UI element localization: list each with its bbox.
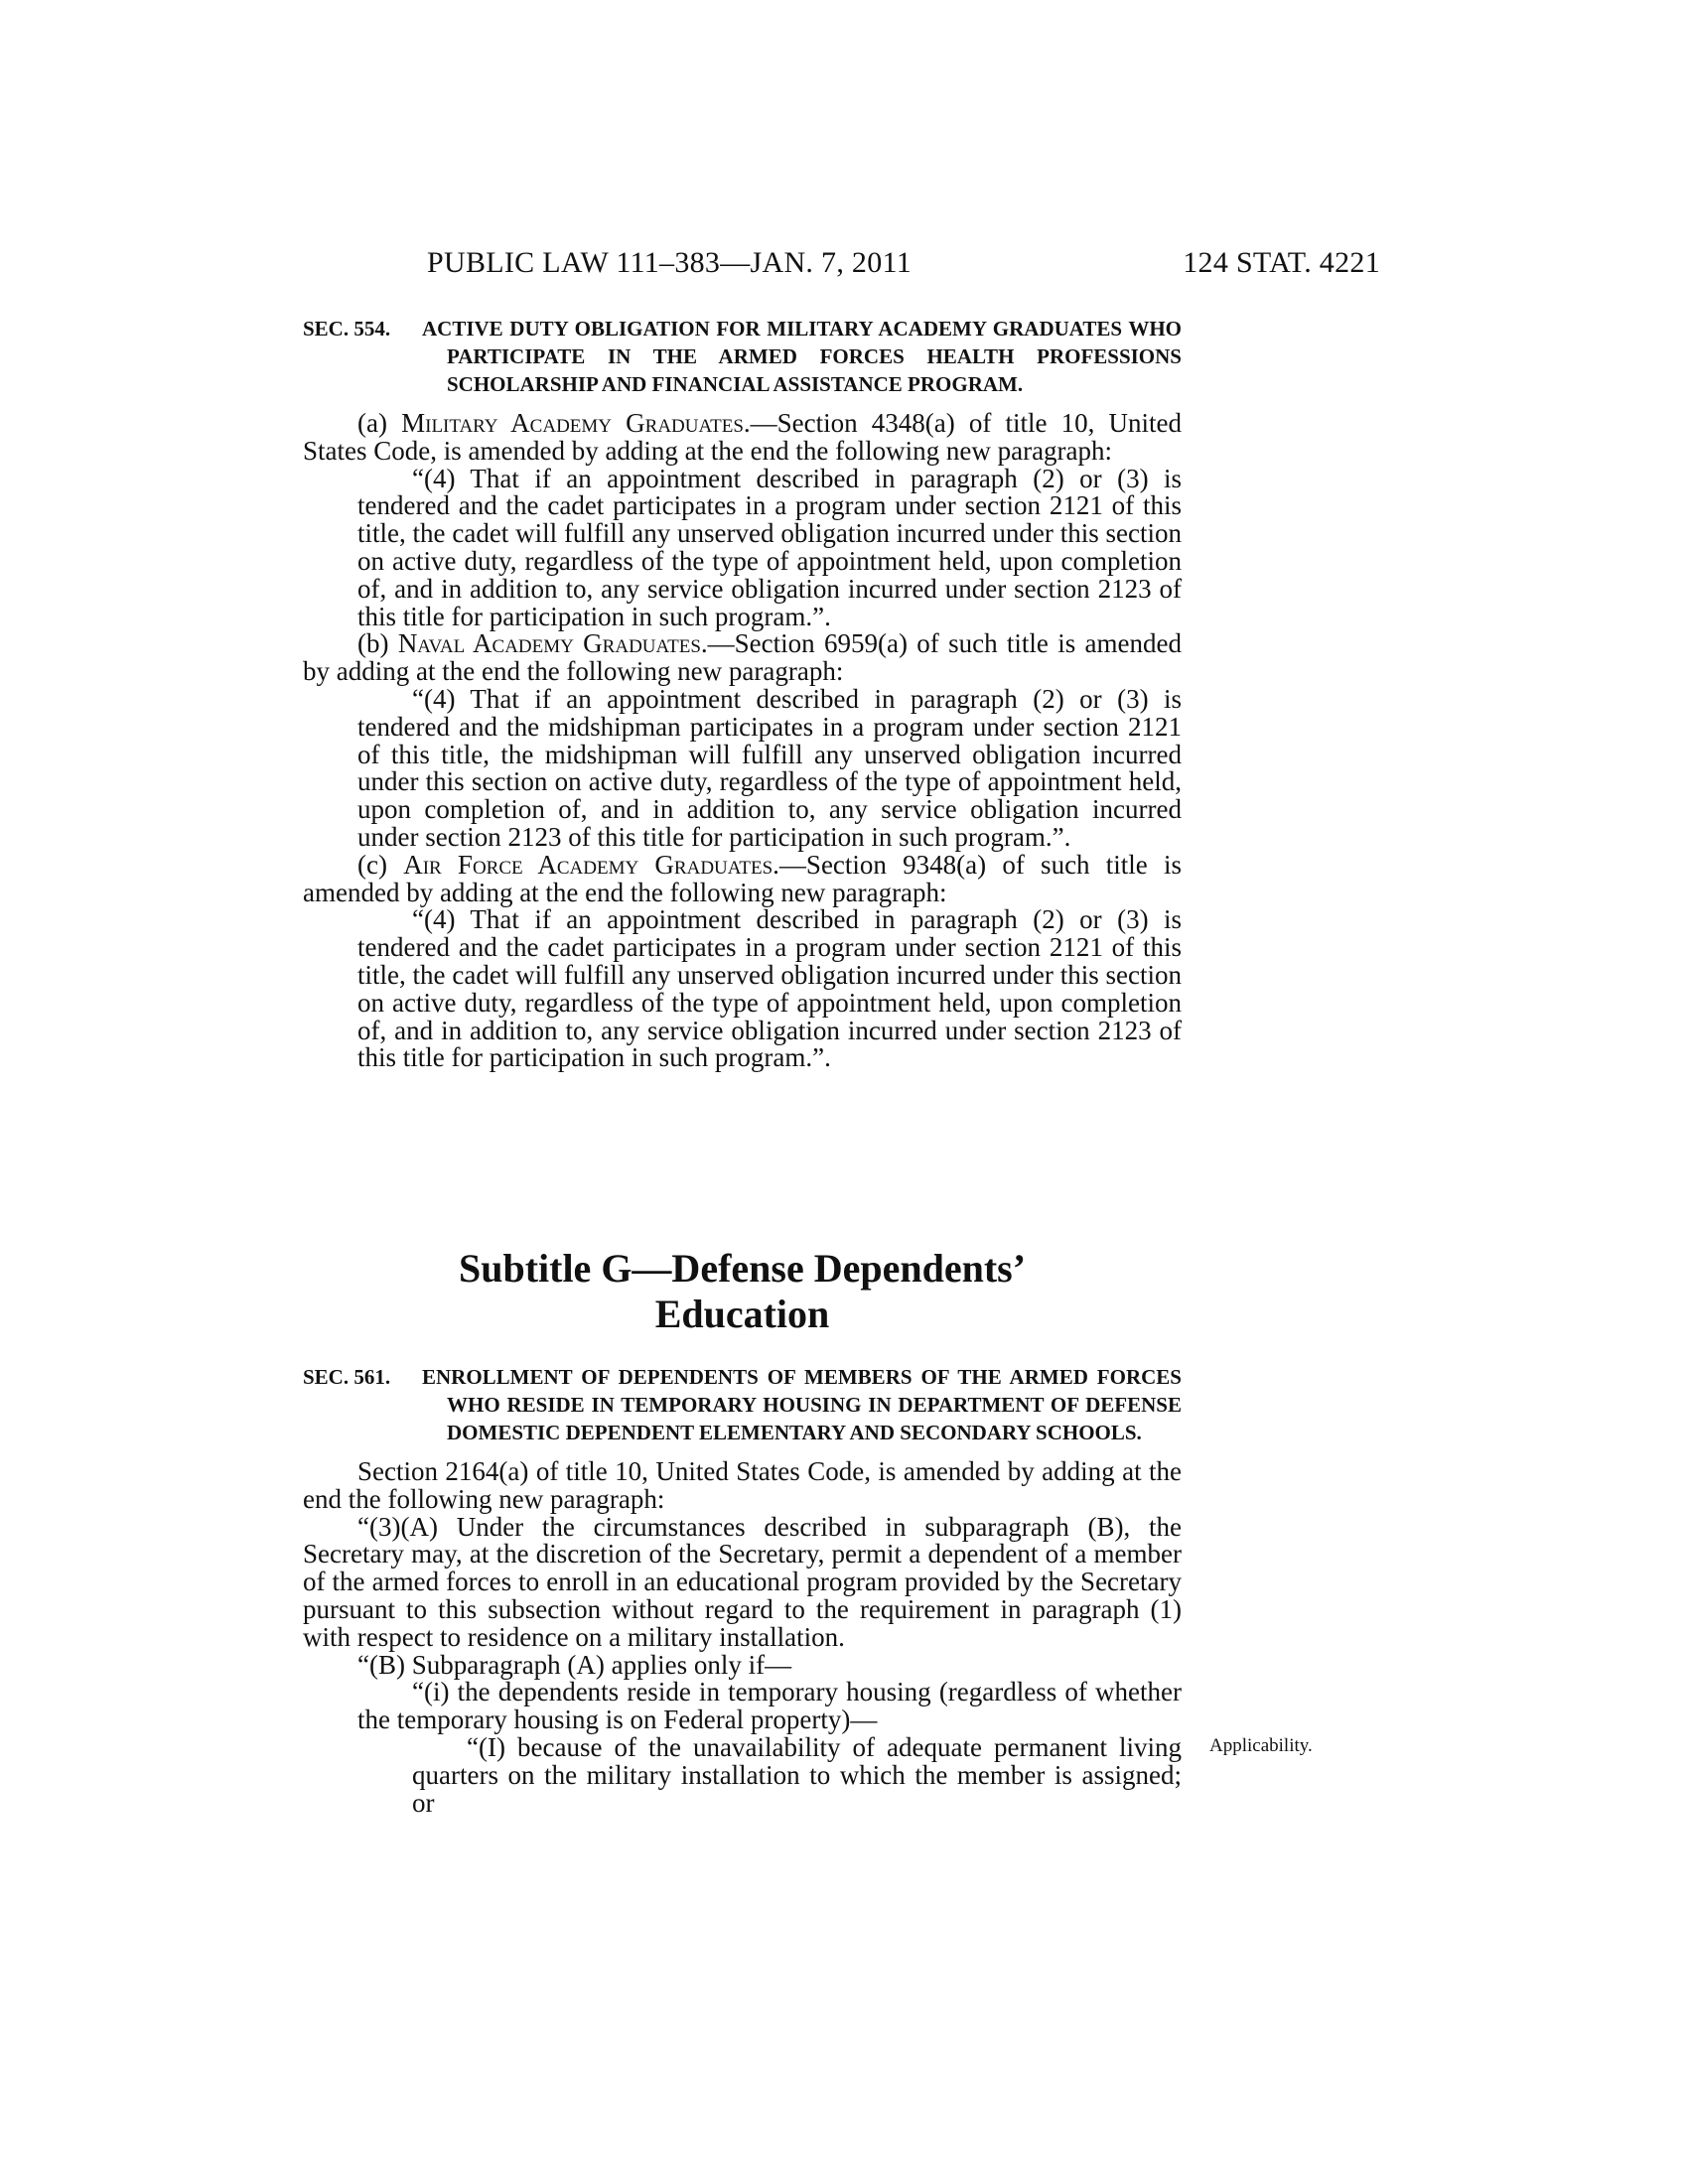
section-561-intro: Section 2164(a) of title 10, United States Code, is amended by adding at the end the following new paragraph: <box>303 1456 1182 1514</box>
subparagraph-B: “(B) Subparagraph (A) applies only if— <box>357 1649 792 1680</box>
subsection-a-quoted-paragraph: “(4) That if an appointment described in paragraph (2) or (3) is tendered and the cadet participates in a program under section 2121 of this title, the cadet will fulfill any unserved obligation incurred under this section on active duty, regardless of the type of appointment held, upon completion of, and in addition to, any service obligation incurred under section 2123 of this title for participation in such program.”. <box>357 463 1182 631</box>
subsection-c <box>303 849 1183 907</box>
subsection-b-heading: Naval Academy Graduates. <box>397 628 708 659</box>
section-554-heading <box>303 315 1182 398</box>
section-554-title: ACTIVE DUTY OBLIGATION FOR MILITARY ACADEMY GRADUATES WHO PARTICIPATE IN THE ARMED FORCES HEALTH PROFESSIONS SCHOLARSHIP AND FINANCIAL ASSISTANCE PROGRAM. <box>422 317 1182 396</box>
paragraph-3A: “(3)(A) Under the circumstances described in subparagraph (B), the Secretary may, at the discretion of the Secretary, permit a dependent of a member of the armed forces to enroll in an educational program provided by the Secretary pursuant to this subsection without regard to the requirement in paragraph (1) with respect to residence on a military installation. <box>303 1511 1182 1652</box>
section-554-number: SEC. 554. <box>303 317 391 341</box>
running-head <box>427 246 1380 286</box>
subsection-a-text: —Section 4348(a) of title 10, United States Code, is amended by adding at the end the following new paragraph: <box>303 408 1183 466</box>
subsection-a <box>303 410 1182 466</box>
section-561-number: SEC. 561. <box>303 1365 391 1389</box>
subclause-I: “(I) because of the unavailability of adequate permanent living quarters on the military installation to which the member is assigned; or <box>412 1731 1182 1818</box>
clause-i: “(i) the dependents reside in temporary housing (regardless of whether the temporary housing is on Federal property)— <box>357 1677 1182 1735</box>
subsection-a-heading: Military Academy Graduates. <box>401 408 751 438</box>
subsection-a-label: (a) <box>357 408 387 438</box>
subsection-b-label: (b) <box>357 628 389 659</box>
section-554 <box>303 315 1182 1072</box>
section-561 <box>303 1363 1182 1817</box>
subtitle-line-1: Subtitle G—Defense Dependents’ <box>458 1246 1027 1291</box>
subtitle-line-2: Education <box>654 1292 830 1336</box>
subsection-b <box>303 630 1182 686</box>
section-561-title: ENROLLMENT OF DEPENDENTS OF MEMBERS OF THE ARMED FORCES WHO RESIDE IN TEMPORARY HOUSING IN DEPARTMENT OF DEFENSE DOMESTIC DEPENDENT ELEMENTARY AND SECONDARY SCHOOLS. <box>422 1365 1182 1444</box>
public-law-citation: PUBLIC LAW 111–383—JAN. 7, 2011 <box>427 246 913 279</box>
margin-note-applicability: Applicability. <box>1209 1735 1313 1756</box>
subsection-c-label: (c) <box>357 849 387 880</box>
subtitle-block <box>303 1246 1182 1337</box>
subsection-c-text: —Section 9348(a) of such title is amended by adding at the end the following new paragraph: <box>303 849 1183 907</box>
statute-page-number: 124 STAT. 4221 <box>1183 246 1380 279</box>
subsection-c-heading: Air Force Academy Graduates. <box>403 849 779 880</box>
subsection-c-quoted-paragraph: “(4) That if an appointment described in paragraph (2) or (3) is tendered and the cadet participates in a program under section 2121 of this title, the cadet will fulfill any unserved obligation incurred under this section on active duty, regardless of the type of appointment held, upon completion of, and in addition to, any service obligation incurred under section 2123 of this title for participation in such program.”. <box>357 904 1182 1073</box>
subsection-b-quoted-paragraph: “(4) That if an appointment described in paragraph (2) or (3) is tendered and the midshipman participates in a program under section 2121 of this title, the midshipman will fulfill any unserved obligation incurred under this section on active duty, regardless of the type of appointment held, upon completion of, and in addition to, any service obligation incurred under section 2123 of this title for participation in such program.”. <box>357 683 1182 852</box>
subsection-b-text: —Section 6959(a) of such title is amended by adding at the end the following new paragraph: <box>303 628 1182 687</box>
section-561-heading <box>303 1363 1182 1446</box>
